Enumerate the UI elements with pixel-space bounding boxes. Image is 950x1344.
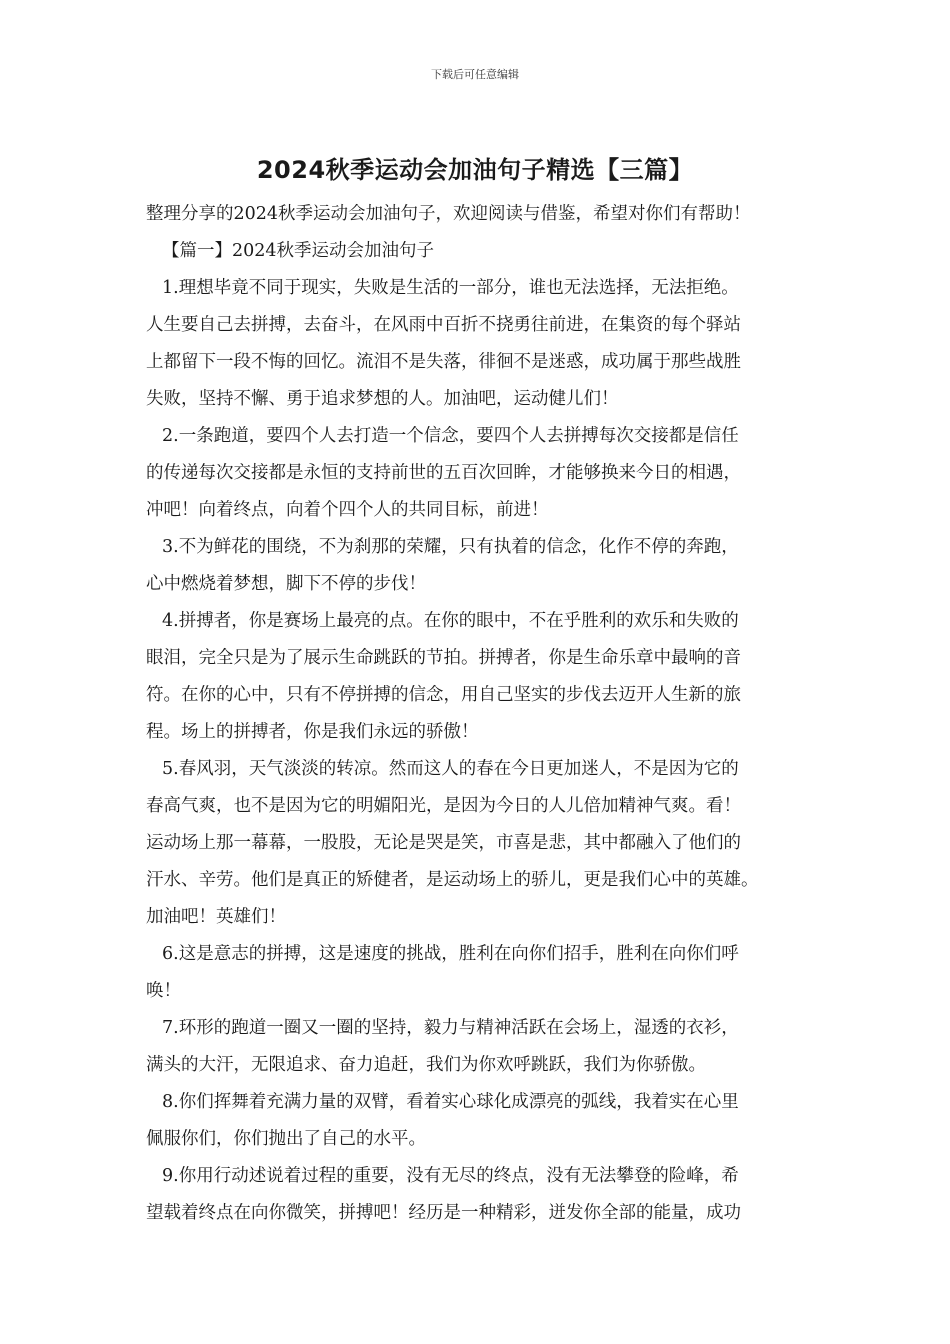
- text-line: 1.理想毕竟不同于现实，失败是生活的一部分，谁也无法选择，无法拒绝。: [162, 278, 739, 298]
- text-line: 的传递每次交接都是永恒的支持前世的五百次回眸，才能够换来今日的相遇，: [146, 463, 741, 483]
- text-line: 唤！: [146, 981, 181, 1001]
- text-line: 眼泪，完全只是为了展示生命跳跃的节拍。拼搏者，你是生命乐章中最响的音: [146, 648, 741, 668]
- text-line: 上都留下一段不悔的回忆。流泪不是失落，徘徊不是迷惑，成功属于那些战胜: [146, 352, 741, 372]
- text-line: 6.这是意志的拼搏，这是速度的挑战，胜利在向你们招手，胜利在向你们呼: [162, 944, 739, 964]
- text-line: 汗水、辛劳。他们是真正的矫健者，是运动场上的骄儿，更是我们心中的英雄。: [146, 870, 759, 890]
- text-line: 4.拼搏者，你是赛场上最亮的点。在你的眼中，不在乎胜利的欢乐和失败的: [162, 611, 739, 631]
- text-line: 5.春风羽，天气淡淡的转凉。然而这人的春在今日更加迷人，不是因为它的: [162, 759, 739, 779]
- text-line: 加油吧！英雄们！: [146, 907, 286, 927]
- document-title: 2024秋季运动会加油句子精选【三篇】: [256, 156, 694, 184]
- document-body: [146, 196, 826, 1232]
- text-line: 人生要自己去拼搏，去奋斗，在风雨中百折不挠勇往前进，在集资的每个驿站: [146, 315, 741, 335]
- text-line: 程。场上的拼搏者，你是我们永远的骄傲！: [146, 722, 479, 742]
- text-line: 3.不为鲜花的围绕，不为刹那的荣耀，只有执着的信念，化作不停的奔跑，: [162, 537, 739, 557]
- text-line: 2.一条跑道，要四个人去打造一个信念，要四个人去拼搏每次交接都是信任: [162, 426, 739, 446]
- text-line: 运动场上那一幕幕，一股股，无论是哭是笑，市喜是悲，其中都融入了他们的: [146, 833, 741, 853]
- text-line: 7.环形的跑道一圈又一圈的坚持，毅力与精神活跃在会场上，湿透的衣衫，: [162, 1018, 739, 1038]
- text-line: 春高气爽，也不是因为它的明媚阳光，是因为今日的人儿倍加精神气爽。看！: [146, 796, 741, 816]
- text-line: 冲吧！向着终点，向着个四个人的共同目标，前进！: [146, 500, 549, 520]
- text-line: 8.你们挥舞着充满力量的双臂，看着实心球化成漂亮的弧线，我着实在心里: [162, 1092, 739, 1112]
- text-line: 望载着终点在向你微笑，拼搏吧！经历是一种精彩，迸发你全部的能量，成功: [146, 1203, 741, 1223]
- text-line: 满头的大汗，无限追求、奋力追赶，我们为你欢呼跳跃，我们为你骄傲。: [146, 1055, 706, 1075]
- text-line: 符。在你的心中，只有不停拼搏的信念，用自己坚实的步伐去迈开人生新的旅: [146, 685, 741, 705]
- text-line: 9.你用行动述说着过程的重要，没有无尽的终点，没有无法攀登的险峰，希: [162, 1166, 739, 1186]
- text-line: 失败，坚持不懈、勇于追求梦想的人。加油吧，运动健儿们！: [146, 389, 619, 409]
- text-line: 整理分享的2024秋季运动会加油句子，欢迎阅读与借鉴，希望对你们有帮助！: [146, 204, 751, 224]
- page-header: 下载后可任意编辑: [431, 68, 519, 81]
- text-line: 佩服你们，你们抛出了自己的水平。: [146, 1129, 426, 1149]
- text-line: 心中燃烧着梦想，脚下不停的步伐！: [146, 574, 426, 594]
- text-line: 【篇一】2024秋季运动会加油句子: [162, 241, 435, 261]
